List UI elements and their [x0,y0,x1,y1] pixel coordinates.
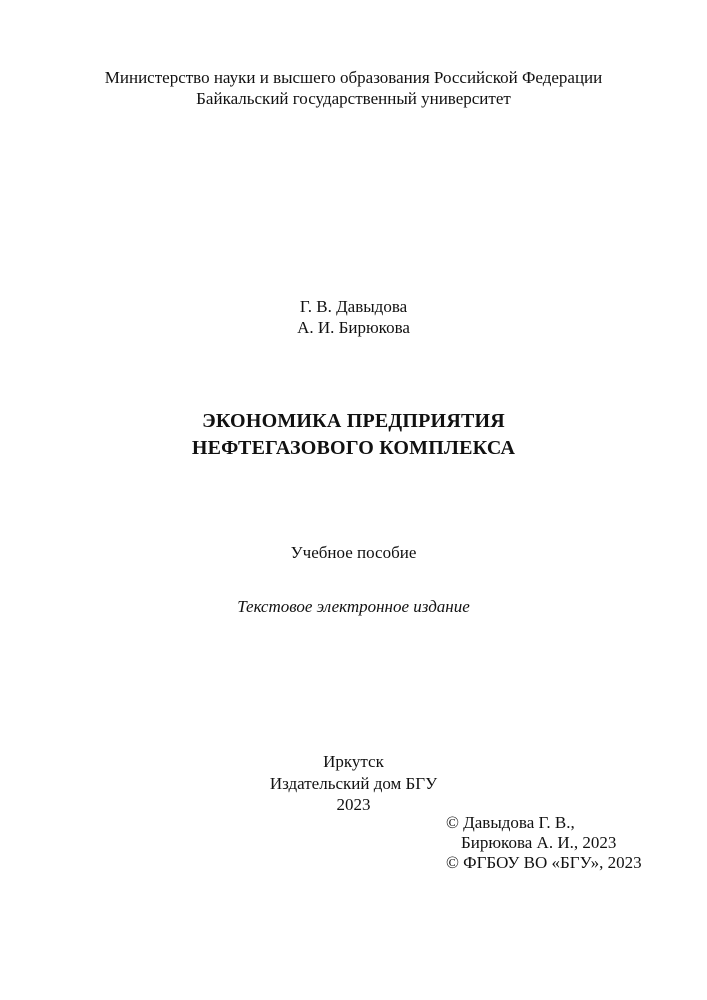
university-line: Байкальский государственный университет [196,89,511,108]
copyright-line-3: © ФГБОУ ВО «БГУ», 2023 [446,853,642,872]
edition-type: Текстовое электронное издание [237,597,470,616]
book-title-line-2: НЕФТЕГАЗОВОГО КОМПЛЕКСА [191,437,516,459]
imprint-publisher: Издательский дом БГУ [269,774,438,793]
imprint-city: Иркутск [323,752,384,771]
copyright-line-2: Бирюкова А. И., 2023 [461,833,617,852]
author-2: А. И. Бирюкова [297,318,410,337]
copyright-line-1: © Давыдова Г. В., [446,813,575,832]
author-1: Г. В. Давыдова [299,297,408,316]
ministry-line: Министерство науки и высшего образования Российской Федерации [104,68,603,87]
imprint-year: 2023 [336,795,371,814]
book-title-line-1: ЭКОНОМИКА ПРЕДПРИЯТИЯ [202,410,505,432]
publication-type: Учебное пособие [290,543,417,562]
